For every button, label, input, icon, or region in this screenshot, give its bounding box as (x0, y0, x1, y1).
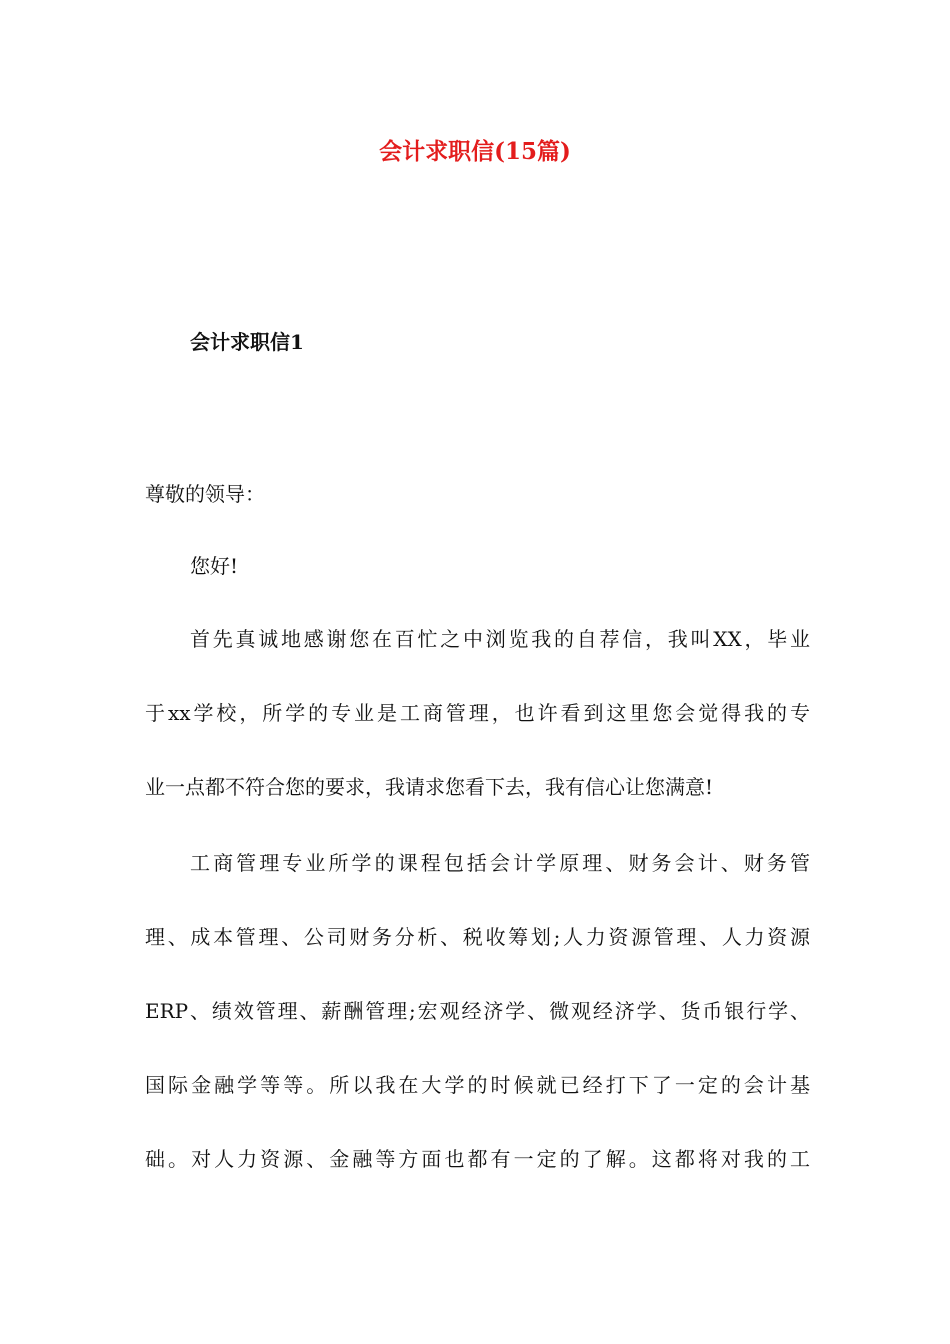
paragraph-line: 于xx学校，所学的专业是工商管理，也许看到这里您会觉得我的专 (145, 701, 810, 725)
body-paragraph (145, 826, 810, 1196)
paragraph-line: ERP、绩效管理、薪酬管理;宏观经济学、微观经济学、货币银行学、 (145, 999, 810, 1023)
salutation: 尊敬的领导： (145, 482, 265, 506)
paragraph-line: 业一点都不符合您的要求，我请求您看下去，我有信心让您满意! (145, 775, 714, 799)
section-heading: 会计求职信1 (190, 330, 304, 354)
paragraph-line: 础。对人力资源、金融等方面也都有一定的了解。这都将对我的工 (145, 1147, 810, 1171)
document-title: 会计求职信(15篇) (379, 138, 571, 165)
paragraph-line: 国际金融学等等。所以我在大学的时候就已经打下了一定的会计基 (145, 1073, 810, 1097)
body-paragraph (145, 602, 810, 824)
paragraph-line: 首先真诚地感谢您在百忙之中浏览我的自荐信，我叫XX，毕业 (190, 627, 810, 651)
greeting: 您好! (190, 554, 239, 578)
paragraph-line: 理、成本管理、公司财务分析、税收筹划;人力资源管理、人力资源 (145, 925, 810, 949)
paragraph-line: 工商管理专业所学的课程包括会计学原理、财务会计、财务管 (190, 851, 810, 875)
